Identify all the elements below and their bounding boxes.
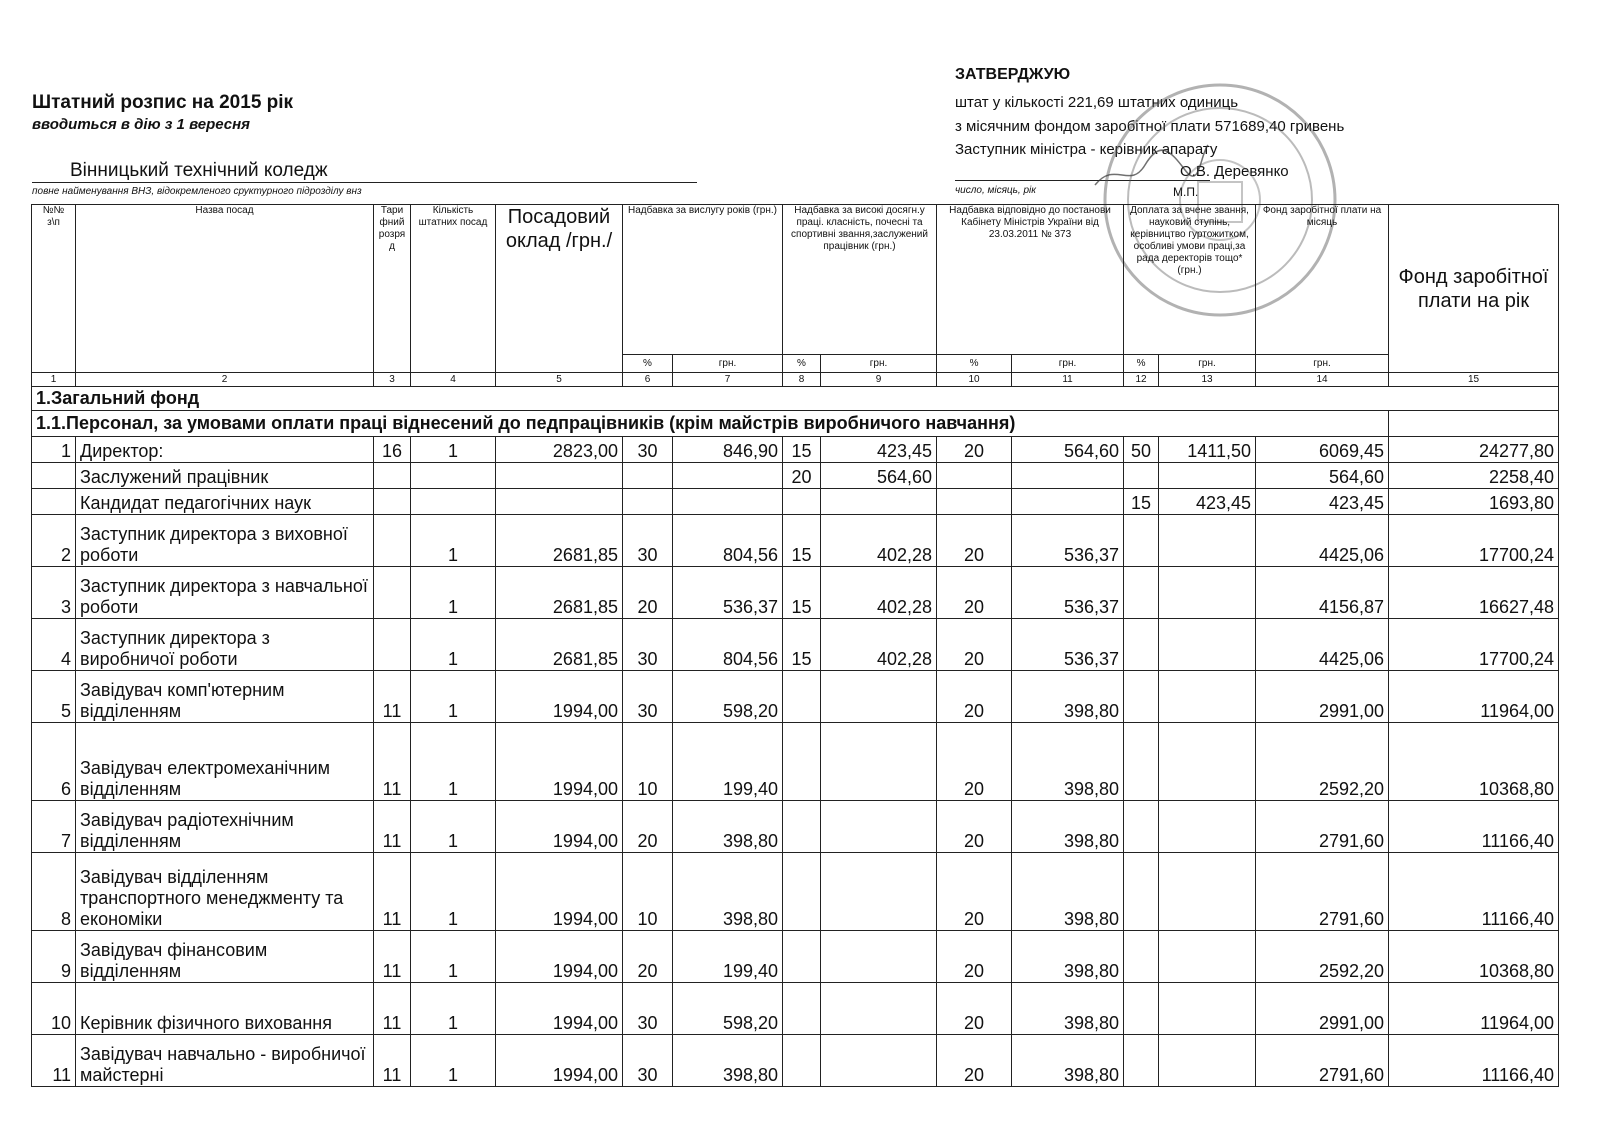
staff-qty-cell: 1 xyxy=(411,567,496,619)
col-index: 8 xyxy=(783,373,821,387)
position-name-cell: Заслужений працівник xyxy=(76,463,374,489)
degree-pct-cell: 50 xyxy=(1124,437,1159,463)
position-name-cell: Завідувач електромеханічним відділенням xyxy=(76,723,374,801)
table-row xyxy=(32,619,1559,671)
monthly-fund-cell: 4156,87 xyxy=(1256,567,1389,619)
col-index: 5 xyxy=(496,373,623,387)
col-monthly-fund: Фонд заробітної плати на місяць xyxy=(1256,205,1389,355)
achievement-uah-cell: 402,28 xyxy=(821,515,937,567)
col-index: 6 xyxy=(623,373,673,387)
unit-uah: грн. xyxy=(821,355,937,373)
unit-pct: % xyxy=(937,355,1012,373)
seniority-uah-cell: 598,20 xyxy=(673,671,783,723)
col-position-name: Назва посад xyxy=(76,205,374,373)
degree-pct-cell xyxy=(1124,463,1159,489)
staff-qty-cell: 1 xyxy=(411,931,496,983)
degree-pct-cell xyxy=(1124,515,1159,567)
position-name-cell: Керівник фізичного виховання xyxy=(76,983,374,1035)
annual-fund-cell: 11964,00 xyxy=(1389,983,1559,1035)
row-number-cell: 6 xyxy=(32,723,76,801)
monthly-fund-cell: 2791,60 xyxy=(1256,1035,1389,1087)
cabinet-pct-cell: 20 xyxy=(937,931,1012,983)
staff-qty-cell: 1 xyxy=(411,853,496,931)
cabinet-pct-cell: 20 xyxy=(937,983,1012,1035)
col-annual-fund: Фонд заробітної плати на рік xyxy=(1389,205,1559,373)
annual-fund-cell: 2258,40 xyxy=(1389,463,1559,489)
cabinet-uah-cell xyxy=(1012,489,1124,515)
cabinet-pct-cell: 20 xyxy=(937,853,1012,931)
degree-uah-cell xyxy=(1159,801,1256,853)
seniority-pct-cell: 20 xyxy=(623,567,673,619)
section-row xyxy=(32,411,1559,437)
col-index: 14 xyxy=(1256,373,1389,387)
tariff-grade-cell xyxy=(374,463,411,489)
degree-uah-cell xyxy=(1159,853,1256,931)
salary-cell: 1994,00 xyxy=(496,983,623,1035)
monthly-fund-cell: 2791,60 xyxy=(1256,853,1389,931)
cabinet-pct-cell: 20 xyxy=(937,723,1012,801)
col-number: №№ з\п xyxy=(32,205,76,373)
salary-cell: 2681,85 xyxy=(496,619,623,671)
salary-cell xyxy=(496,489,623,515)
seniority-pct-cell: 20 xyxy=(623,801,673,853)
unit-pct: % xyxy=(783,355,821,373)
seniority-pct-cell: 10 xyxy=(623,853,673,931)
staff-qty-cell: 1 xyxy=(411,723,496,801)
position-name-cell: Завідувач фінансовим відділенням xyxy=(76,931,374,983)
tariff-grade-cell: 11 xyxy=(374,723,411,801)
degree-pct-cell: 15 xyxy=(1124,489,1159,515)
cabinet-pct-cell: 20 xyxy=(937,801,1012,853)
seniority-uah-cell: 398,80 xyxy=(673,853,783,931)
seniority-pct-cell xyxy=(623,463,673,489)
cabinet-uah-cell: 398,80 xyxy=(1012,801,1124,853)
table-row xyxy=(32,723,1559,801)
cabinet-uah-cell: 536,37 xyxy=(1012,567,1124,619)
col-index: 13 xyxy=(1159,373,1256,387)
salary-cell: 2681,85 xyxy=(496,515,623,567)
row-number-cell xyxy=(32,489,76,515)
table-row xyxy=(32,931,1559,983)
seniority-pct-cell: 30 xyxy=(623,619,673,671)
row-number-cell: 7 xyxy=(32,801,76,853)
cabinet-pct-cell: 20 xyxy=(937,1035,1012,1087)
cabinet-uah-cell: 398,80 xyxy=(1012,1035,1124,1087)
col-index: 2 xyxy=(76,373,374,387)
seniority-uah-cell xyxy=(673,489,783,515)
achievement-pct-cell: 15 xyxy=(783,515,821,567)
staff-qty-cell xyxy=(411,489,496,515)
achievement-pct-cell xyxy=(783,671,821,723)
salary-cell xyxy=(496,463,623,489)
cabinet-pct-cell: 20 xyxy=(937,671,1012,723)
achievement-uah-cell xyxy=(821,931,937,983)
seal-place: М.П. xyxy=(1173,185,1199,199)
annual-fund-cell: 1693,80 xyxy=(1389,489,1559,515)
tariff-grade-cell xyxy=(374,567,411,619)
row-number-cell: 11 xyxy=(32,1035,76,1087)
degree-uah-cell: 423,45 xyxy=(1159,489,1256,515)
tariff-grade-cell xyxy=(374,619,411,671)
staff-qty-cell: 1 xyxy=(411,983,496,1035)
achievement-pct-cell: 20 xyxy=(783,463,821,489)
annual-fund-cell: 17700,24 xyxy=(1389,619,1559,671)
degree-pct-cell xyxy=(1124,671,1159,723)
seniority-uah-cell: 398,80 xyxy=(673,1035,783,1087)
degree-uah-cell xyxy=(1159,723,1256,801)
position-name-cell: Кандидат педагогічних наук xyxy=(76,489,374,515)
staff-qty-cell xyxy=(411,463,496,489)
cabinet-pct-cell: 20 xyxy=(937,437,1012,463)
tariff-grade-cell: 11 xyxy=(374,983,411,1035)
achievement-pct-cell xyxy=(783,489,821,515)
monthly-fund-cell: 2592,20 xyxy=(1256,931,1389,983)
tariff-grade-cell: 11 xyxy=(374,931,411,983)
cabinet-pct-cell: 20 xyxy=(937,515,1012,567)
cabinet-uah-cell: 398,80 xyxy=(1012,853,1124,931)
annual-fund-cell: 16627,48 xyxy=(1389,567,1559,619)
achievement-pct-cell xyxy=(783,801,821,853)
section-row xyxy=(32,387,1559,411)
degree-uah-cell xyxy=(1159,931,1256,983)
table-row xyxy=(32,671,1559,723)
col-index: 1 xyxy=(32,373,76,387)
achievement-pct-cell xyxy=(783,983,821,1035)
approval-staff-count: штат у кількості 221,69 штатних одиниць xyxy=(955,94,1239,111)
annual-fund-cell: 17700,24 xyxy=(1389,515,1559,567)
cabinet-uah-cell: 398,80 xyxy=(1012,723,1124,801)
achievement-pct-cell: 15 xyxy=(783,437,821,463)
position-name-cell: Завідувач радіотехнічним відділенням xyxy=(76,801,374,853)
section-general-fund: 1.Загальний фонд xyxy=(32,387,1559,411)
seniority-pct-cell: 30 xyxy=(623,983,673,1035)
section-teaching-staff: 1.1.Персонал, за умовами оплати праці віднесений до педпрацівників (крім майстрів виробничого навчання) xyxy=(32,411,1389,437)
achievement-uah-cell xyxy=(821,801,937,853)
cabinet-uah-cell xyxy=(1012,463,1124,489)
annual-fund-cell: 11964,00 xyxy=(1389,671,1559,723)
salary-cell: 2823,00 xyxy=(496,437,623,463)
achievement-uah-cell: 402,28 xyxy=(821,567,937,619)
degree-uah-cell: 1411,50 xyxy=(1159,437,1256,463)
salary-cell: 1994,00 xyxy=(496,1035,623,1087)
seniority-uah-cell: 199,40 xyxy=(673,931,783,983)
tariff-grade-cell: 11 xyxy=(374,801,411,853)
table-row xyxy=(32,801,1559,853)
col-index: 10 xyxy=(937,373,1012,387)
signature-line xyxy=(955,180,1210,181)
table-row xyxy=(32,515,1559,567)
monthly-fund-cell: 2991,00 xyxy=(1256,671,1389,723)
degree-pct-cell xyxy=(1124,619,1159,671)
salary-cell: 1994,00 xyxy=(496,671,623,723)
degree-uah-cell xyxy=(1159,983,1256,1035)
col-degree-bonus: Доплата за вчене звання, науковий ступінь, керівництво гуртожитком, особливі умови праці,за рада деректорів тощо*(грн.) xyxy=(1124,205,1256,355)
monthly-fund-cell: 2592,20 xyxy=(1256,723,1389,801)
seniority-uah-cell: 846,90 xyxy=(673,437,783,463)
row-number-cell: 3 xyxy=(32,567,76,619)
tariff-grade-cell xyxy=(374,515,411,567)
col-index: 12 xyxy=(1124,373,1159,387)
staff-table xyxy=(31,204,1559,1087)
seniority-pct-cell: 30 xyxy=(623,671,673,723)
row-number-cell: 10 xyxy=(32,983,76,1035)
annual-fund-cell: 24277,80 xyxy=(1389,437,1559,463)
cabinet-uah-cell: 536,37 xyxy=(1012,619,1124,671)
unit-uah: грн. xyxy=(1012,355,1124,373)
degree-pct-cell xyxy=(1124,723,1159,801)
approval-monthly-fund: з місячним фондом заробітної плати 571689,40 гривень xyxy=(955,118,1345,135)
achievement-uah-cell xyxy=(821,723,937,801)
position-name-cell: Завідувач комп'ютерним відділенням xyxy=(76,671,374,723)
degree-pct-cell xyxy=(1124,1035,1159,1087)
unit-pct: % xyxy=(1124,355,1159,373)
position-name-cell: Директор: xyxy=(76,437,374,463)
table-row xyxy=(32,567,1559,619)
cabinet-pct-cell xyxy=(937,463,1012,489)
degree-pct-cell xyxy=(1124,801,1159,853)
degree-uah-cell xyxy=(1159,567,1256,619)
seniority-uah-cell xyxy=(673,463,783,489)
monthly-fund-cell: 564,60 xyxy=(1256,463,1389,489)
seniority-uah-cell: 398,80 xyxy=(673,801,783,853)
row-number-cell: 1 xyxy=(32,437,76,463)
section-empty-cell xyxy=(1389,411,1559,437)
col-index: 15 xyxy=(1389,373,1559,387)
achievement-uah-cell xyxy=(821,671,937,723)
table-row xyxy=(32,437,1559,463)
position-name-cell: Заступник директора з виробничої роботи xyxy=(76,619,374,671)
cabinet-uah-cell: 564,60 xyxy=(1012,437,1124,463)
col-seniority-bonus: Надбавка за вислугу років (грн.) xyxy=(623,205,783,355)
degree-pct-cell xyxy=(1124,853,1159,931)
annual-fund-cell: 11166,40 xyxy=(1389,1035,1559,1087)
table-row xyxy=(32,463,1559,489)
achievement-pct-cell xyxy=(783,931,821,983)
col-index: 3 xyxy=(374,373,411,387)
position-name-cell: Завідувач відділенням транспортного менеджменту та економіки xyxy=(76,853,374,931)
degree-uah-cell xyxy=(1159,463,1256,489)
salary-cell: 1994,00 xyxy=(496,931,623,983)
row-number-cell xyxy=(32,463,76,489)
annual-fund-cell: 11166,40 xyxy=(1389,801,1559,853)
degree-uah-cell xyxy=(1159,619,1256,671)
row-number-cell: 4 xyxy=(32,619,76,671)
row-number-cell: 5 xyxy=(32,671,76,723)
col-cabinet-bonus: Надбавка відповідно до постанови Кабінету Міністрів України від 23.03.2011 № 373 xyxy=(937,205,1124,355)
unit-uah: грн. xyxy=(673,355,783,373)
table-row xyxy=(32,853,1559,931)
position-name-cell: Заступник директора з навчальної роботи xyxy=(76,567,374,619)
achievement-pct-cell xyxy=(783,1035,821,1087)
approval-heading: ЗАТВЕРДЖУЮ xyxy=(955,66,1071,83)
achievement-pct-cell: 15 xyxy=(783,619,821,671)
position-name-cell: Завідувач навчально - виробничої майстерні xyxy=(76,1035,374,1087)
row-number-cell: 9 xyxy=(32,931,76,983)
col-achievement-bonus: Надбавка за високі досягн.у праці. класність, почесні та спортивні звання,заслужений працівник (грн.) xyxy=(783,205,937,355)
cabinet-uah-cell: 536,37 xyxy=(1012,515,1124,567)
staff-qty-cell: 1 xyxy=(411,437,496,463)
monthly-fund-cell: 4425,06 xyxy=(1256,515,1389,567)
seniority-uah-cell: 804,56 xyxy=(673,515,783,567)
annual-fund-cell: 10368,80 xyxy=(1389,931,1559,983)
degree-uah-cell xyxy=(1159,671,1256,723)
col-index: 7 xyxy=(673,373,783,387)
table-header-row xyxy=(32,205,1559,355)
cabinet-uah-cell: 398,80 xyxy=(1012,671,1124,723)
degree-uah-cell xyxy=(1159,1035,1256,1087)
org-underline xyxy=(32,182,697,183)
achievement-uah-cell: 564,60 xyxy=(821,463,937,489)
seniority-pct-cell: 30 xyxy=(623,1035,673,1087)
col-tariff-grade: Тари фний розря д xyxy=(374,205,411,373)
monthly-fund-cell: 423,45 xyxy=(1256,489,1389,515)
monthly-fund-cell: 2791,60 xyxy=(1256,801,1389,853)
seniority-pct-cell: 30 xyxy=(623,437,673,463)
unit-uah: грн. xyxy=(1256,355,1389,373)
monthly-fund-cell: 4425,06 xyxy=(1256,619,1389,671)
tariff-grade-cell: 11 xyxy=(374,1035,411,1087)
cabinet-uah-cell: 398,80 xyxy=(1012,983,1124,1035)
staff-qty-cell: 1 xyxy=(411,801,496,853)
degree-pct-cell xyxy=(1124,931,1159,983)
seniority-pct-cell: 30 xyxy=(623,515,673,567)
achievement-pct-cell xyxy=(783,853,821,931)
org-caption: повне найменування ВНЗ, відокремленого сруктурного підрозділу внз xyxy=(32,186,362,197)
achievement-pct-cell: 15 xyxy=(783,567,821,619)
table-row xyxy=(32,983,1559,1035)
table-row xyxy=(32,489,1559,515)
seniority-pct-cell: 10 xyxy=(623,723,673,801)
annual-fund-cell: 11166,40 xyxy=(1389,853,1559,931)
seniority-pct-cell: 20 xyxy=(623,931,673,983)
seniority-uah-cell: 536,37 xyxy=(673,567,783,619)
annual-fund-cell: 10368,80 xyxy=(1389,723,1559,801)
date-caption: число, місяць, рік xyxy=(955,185,1036,196)
signer-name: О.В. Деревянко xyxy=(1180,163,1289,180)
col-index: 11 xyxy=(1012,373,1124,387)
salary-cell: 1994,00 xyxy=(496,723,623,801)
achievement-uah-cell xyxy=(821,1035,937,1087)
cabinet-uah-cell: 398,80 xyxy=(1012,931,1124,983)
staff-qty-cell: 1 xyxy=(411,515,496,567)
salary-cell: 2681,85 xyxy=(496,567,623,619)
staff-qty-cell: 1 xyxy=(411,1035,496,1087)
col-index: 4 xyxy=(411,373,496,387)
monthly-fund-cell: 6069,45 xyxy=(1256,437,1389,463)
document-subtitle: вводиться в дію з 1 вересня xyxy=(32,116,251,133)
row-number-cell: 8 xyxy=(32,853,76,931)
table-index-row xyxy=(32,373,1559,387)
degree-uah-cell xyxy=(1159,515,1256,567)
tariff-grade-cell: 11 xyxy=(374,671,411,723)
approval-position: Заступник міністра - керівник апарату xyxy=(955,141,1218,158)
table-row xyxy=(32,1035,1559,1087)
staff-qty-cell: 1 xyxy=(411,619,496,671)
col-staff-qty: Кількість штатних посад xyxy=(411,205,496,373)
seniority-pct-cell xyxy=(623,489,673,515)
position-name-cell: Заступник директора з виховної роботи xyxy=(76,515,374,567)
achievement-uah-cell: 423,45 xyxy=(821,437,937,463)
seniority-uah-cell: 598,20 xyxy=(673,983,783,1035)
tariff-grade-cell: 11 xyxy=(374,853,411,931)
cabinet-pct-cell: 20 xyxy=(937,567,1012,619)
document-title: Штатний розпис на 2015 рік xyxy=(32,92,294,113)
seniority-uah-cell: 804,56 xyxy=(673,619,783,671)
unit-uah: грн. xyxy=(1159,355,1256,373)
achievement-uah-cell: 402,28 xyxy=(821,619,937,671)
degree-pct-cell xyxy=(1124,983,1159,1035)
cabinet-pct-cell: 20 xyxy=(937,619,1012,671)
achievement-uah-cell xyxy=(821,489,937,515)
table-body xyxy=(32,437,1559,1087)
tariff-grade-cell xyxy=(374,489,411,515)
row-number-cell: 2 xyxy=(32,515,76,567)
col-salary: Посадовий оклад /грн./ xyxy=(496,205,623,373)
achievement-pct-cell xyxy=(783,723,821,801)
monthly-fund-cell: 2991,00 xyxy=(1256,983,1389,1035)
salary-cell: 1994,00 xyxy=(496,853,623,931)
seniority-uah-cell: 199,40 xyxy=(673,723,783,801)
unit-pct: % xyxy=(623,355,673,373)
col-index: 9 xyxy=(821,373,937,387)
tariff-grade-cell: 16 xyxy=(374,437,411,463)
achievement-uah-cell xyxy=(821,983,937,1035)
cabinet-pct-cell xyxy=(937,489,1012,515)
degree-pct-cell xyxy=(1124,567,1159,619)
salary-cell: 1994,00 xyxy=(496,801,623,853)
staff-qty-cell: 1 xyxy=(411,671,496,723)
achievement-uah-cell xyxy=(821,853,937,931)
org-name: Вінницький технічний коледж xyxy=(70,160,328,181)
